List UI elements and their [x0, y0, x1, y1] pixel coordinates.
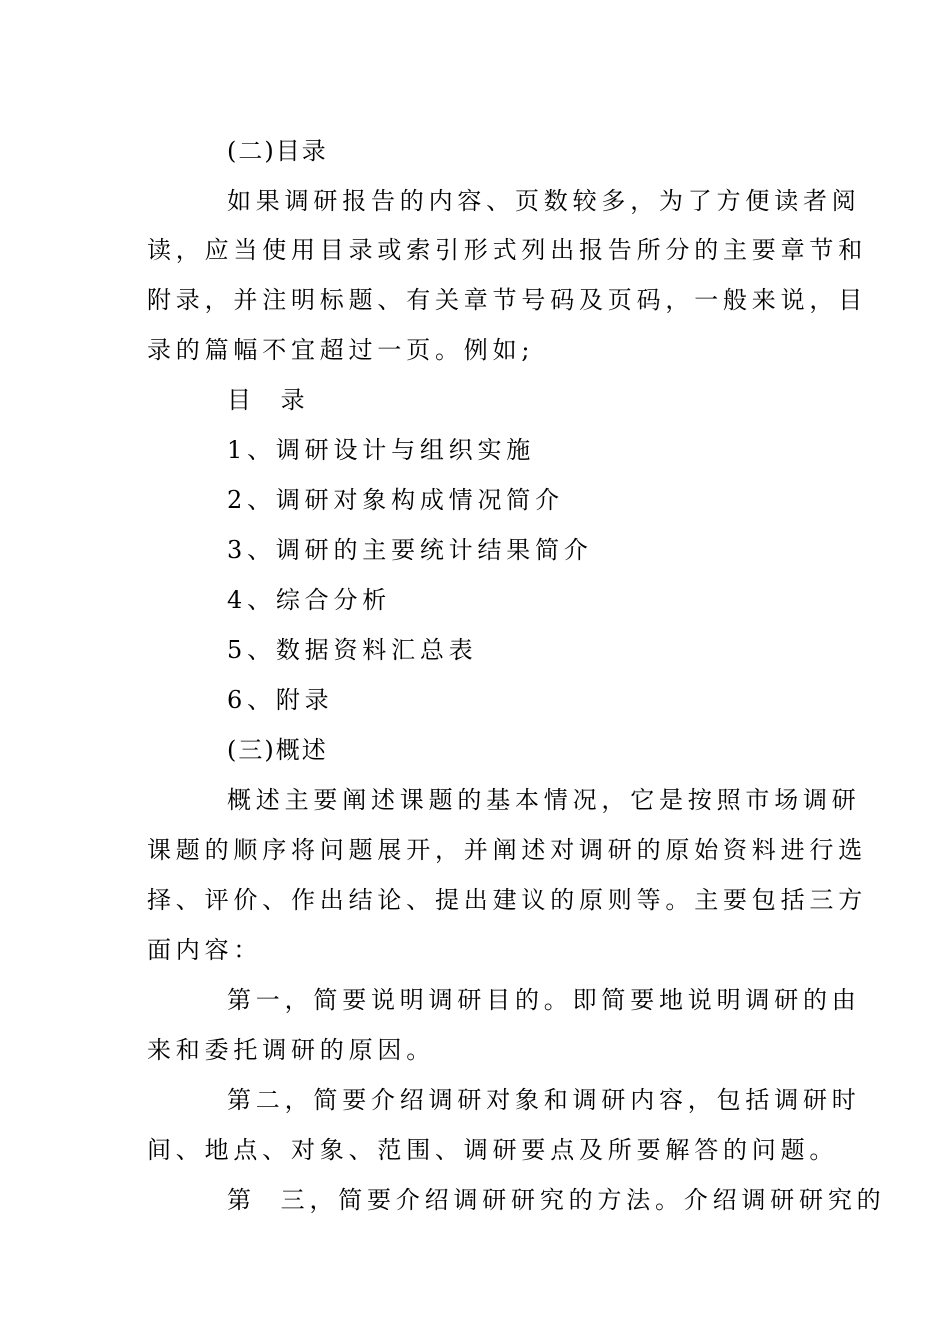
paragraph-line: 课题的顺序将问题展开，并阐述对调研的原始资料进行选 [147, 836, 867, 864]
paragraph-line: 第一，简要说明调研目的。即简要地说明调研的由 [227, 986, 861, 1014]
section-heading-overview: (三)概述 [227, 736, 328, 764]
toc-item: 6、附录 [227, 686, 334, 714]
toc-item: 1、调研设计与组织实施 [227, 436, 536, 464]
toc-title: 目 录 [227, 386, 310, 414]
paragraph-line: 读，应当使用目录或索引形式列出报告所分的主要章节和 [147, 236, 867, 264]
toc-item: 2、调研对象构成情况简介 [227, 486, 564, 514]
toc-item: 4、综合分析 [227, 586, 392, 614]
toc-item: 3、调研的主要统计结果简介 [227, 536, 593, 564]
paragraph-line: 来和委托调研的原因。 [147, 1036, 435, 1064]
toc-item: 5、数据资料汇总表 [227, 636, 478, 664]
paragraph-line: 面内容： [147, 936, 263, 964]
paragraph-line: 录的篇幅不宜超过一页。例如; [147, 336, 535, 364]
paragraph-line: 概述主要阐述课题的基本情况，它是按照市场调研 [227, 786, 861, 814]
section-heading-contents: (二)目录 [227, 137, 328, 165]
paragraph-line: 第 三，简要介绍调研研究的方法。介绍调研研究的 [227, 1186, 886, 1214]
paragraph-line: 如果调研报告的内容、页数较多，为了方便读者阅 [227, 187, 861, 215]
paragraph-line: 间、地点、对象、范围、调研要点及所要解答的问题。 [147, 1136, 839, 1164]
paragraph-line: 附录，并注明标题、有关章节号码及页码，一般来说，目 [147, 286, 867, 314]
paragraph-line: 第二，简要介绍调研对象和调研内容，包括调研时 [227, 1086, 861, 1114]
paragraph-line: 择、评价、作出结论、提出建议的原则等。主要包括三方 [147, 886, 867, 914]
